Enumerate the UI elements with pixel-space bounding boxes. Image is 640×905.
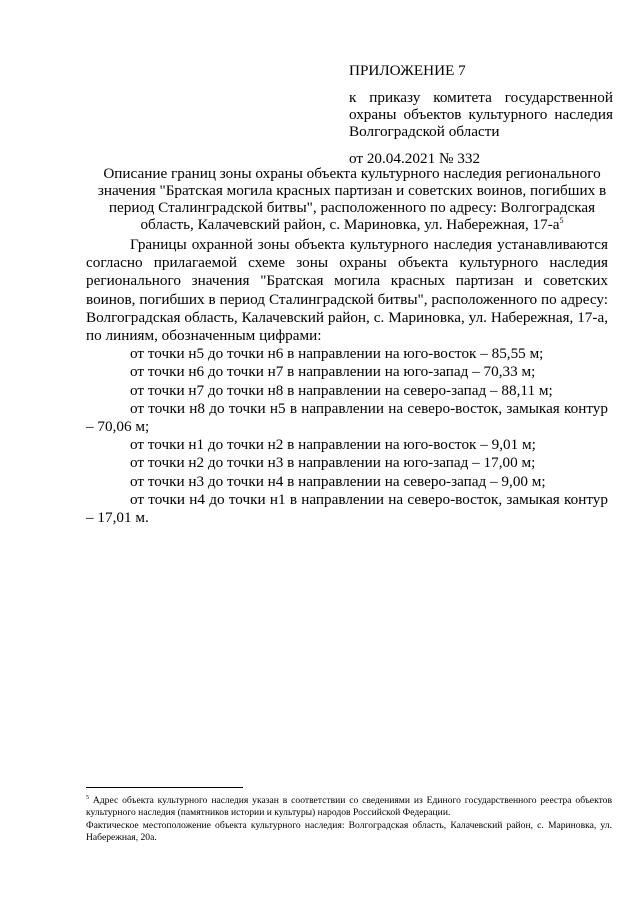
footnote-separator: [86, 787, 243, 788]
boundary-line-8: от точки н4 до точки н1 в направлении на северо-восток, замыкая контур – 17,01 м.: [86, 490, 608, 527]
footnote-paragraph: [86, 795, 612, 820]
footnote-actual-location: Фактическое местоположение объекта культурного наследия: Волгоградская область, Калачевский район, с. Мариновка, ул. Набережная, 20а.: [86, 819, 612, 843]
footnotes-block: [86, 795, 612, 844]
boundary-line-3: от точки н7 до точки н8 в направлении на северо-запад – 88,11 м;: [130, 381, 553, 399]
document-heading: [86, 165, 618, 233]
boundary-line-7: от точки н3 до точки н4 в направлении на северо-запад – 9,00 м;: [130, 472, 546, 490]
appendix-date-number: от 20.04.2021 № 332: [349, 150, 481, 167]
heading-text: Описание границ зоны охраны объекта культурного наследия регионального значения "Братская могила красных партизан и советских воинов, погибших в период Сталинградской битвы", расположенного по адресу: Волгоградская область, Калачевский район, с. Мариновка, ул. Набережная, 17-а: [97, 165, 607, 233]
boundary-line-2: от точки н6 до точки н7 в направлении на юго-запад – 70,33 м;: [130, 363, 536, 381]
heading-footnote-mark: 5: [559, 215, 564, 225]
footnote-text: Адрес объекта культурного наследия указан в соответствии со сведениями из Единого государственного реестра объектов культурного наследия (памятников истории и культуры) народов Российской Федерации.: [86, 795, 612, 819]
boundary-line-6: от точки н2 до точки н3 в направлении на юго-запад – 17,00 м;: [130, 454, 536, 472]
appendix-block: [349, 62, 613, 167]
appendix-title: ПРИЛОЖЕНИЕ 7: [349, 62, 466, 79]
footnote-mark: 5: [86, 794, 89, 801]
appendix-order-reference: к приказу комитета государственной охраны объектов культурного наследия Волгоградской области: [349, 89, 613, 140]
boundary-line-5: от точки н1 до точки н2 в направлении на юго-восток – 9,01 м;: [130, 436, 536, 454]
heading-paragraph: [86, 165, 618, 233]
document-body: [86, 236, 608, 527]
boundary-line-4: от точки н8 до точки н5 в направлении на северо-восток, замыкая контур – 70,06 м;: [86, 399, 608, 436]
boundary-line-1: от точки н5 до точки н6 в направлении на юго-восток – 85,55 м;: [130, 345, 544, 363]
body-intro-paragraph: Границы охранной зоны объекта культурного наследия устанавливаются согласно прилагаемой схеме зоны охраны объекта культурного наследия регионального значения "Братская могила красных партизан и советских воинов, погибших в период Сталинградской битвы", расположенного по адресу: Волгоградская область, Калачевский район, с. Мариновка, ул. Набережная, 17-а, по линиям, обозначенным цифрами:: [86, 236, 608, 345]
